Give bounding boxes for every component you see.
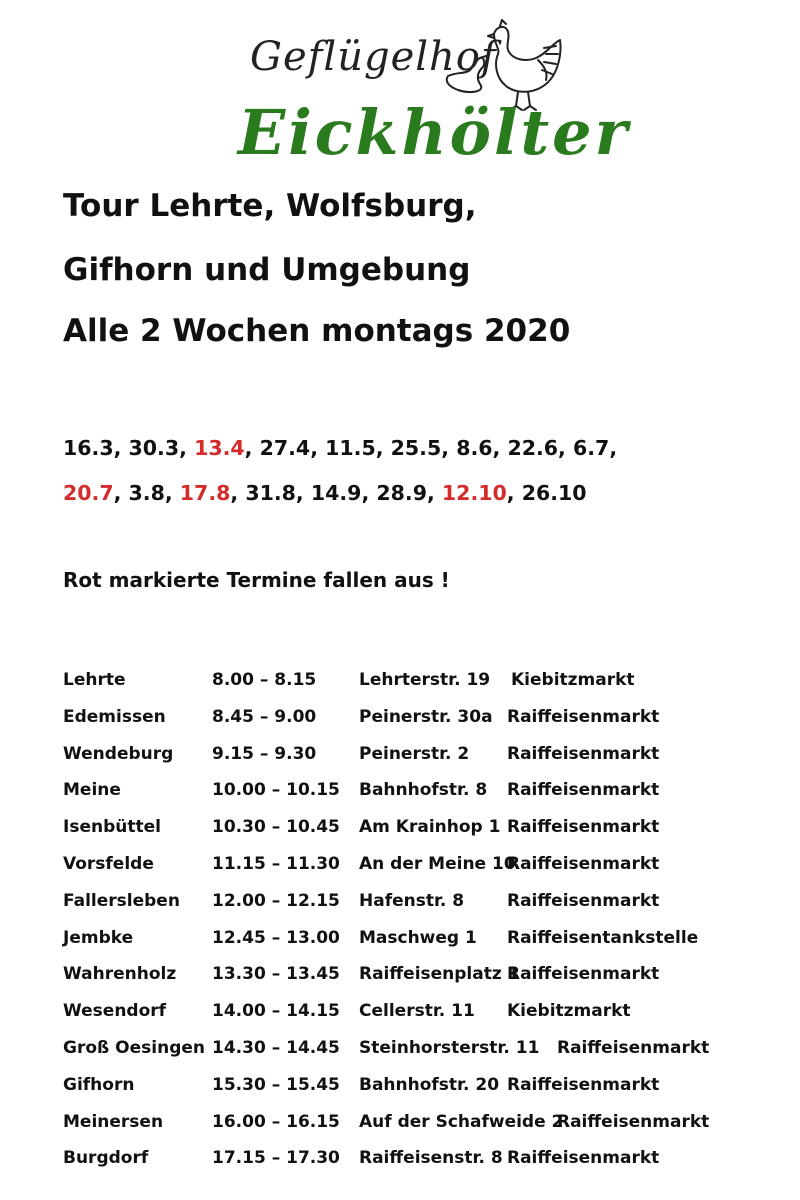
tour-date: 26.10: [521, 481, 587, 505]
stop-shop: Kiebitzmarkt: [507, 1001, 631, 1022]
stop-town: Meine: [63, 780, 121, 801]
stop-town: Wendeburg: [63, 743, 174, 764]
stop-shop: Raiffeisenmarkt: [507, 780, 660, 801]
cancelled-date: 12.10: [441, 481, 507, 505]
cancelled-date: 17.8: [179, 481, 231, 505]
stop-town: Fallersleben: [63, 890, 180, 911]
date-list-line-1: 16.3, 30.3, 13.4, 27.4, 11.5, 25.5, 8.6, 22.6, 6.7,: [63, 436, 618, 460]
stop-town: Gifhorn: [63, 1074, 135, 1095]
stop-shop: Raiffeisentankstelle: [507, 927, 699, 948]
stop-address: Auf der Schafweide 2: [359, 1111, 564, 1132]
tour-date: 16.3: [63, 436, 114, 460]
stop-town: Meinersen: [63, 1111, 164, 1132]
schedule-row: [63, 707, 763, 744]
schedule-row: [63, 1038, 763, 1075]
schedule-row: [63, 1112, 763, 1149]
tour-date: 30.3: [128, 436, 180, 460]
tour-date: 6.7: [572, 436, 610, 460]
tour-date: 27.4: [259, 436, 311, 460]
stop-time: 15.30 – 15.45: [212, 1074, 340, 1095]
schedule-row: [63, 1148, 763, 1185]
stop-time: 9.15 – 9.30: [212, 743, 317, 764]
stop-time: 12.00 – 12.15: [212, 890, 340, 911]
stop-shop: Raiffeisenmarkt: [507, 964, 660, 985]
stop-shop: Raiffeisenmarkt: [507, 1148, 660, 1169]
stop-town: Groß Oesingen: [63, 1037, 205, 1058]
stop-address: Lehrterstr. 19: [359, 670, 491, 690]
cancelled-date: 13.4: [194, 436, 245, 460]
schedule-row: [63, 817, 763, 854]
stop-address: Bahnhofstr. 20: [359, 1074, 500, 1095]
tour-date: 28.9: [376, 481, 427, 505]
tour-date: 22.6: [507, 436, 559, 460]
stop-shop: Raiffeisenmarkt: [507, 1074, 660, 1095]
stop-time: 10.30 – 10.45: [212, 817, 340, 838]
stop-time: 16.00 – 16.15: [212, 1111, 340, 1132]
stop-time: 14.30 – 14.45: [212, 1037, 340, 1058]
stop-shop: Raiffeisenmarkt: [507, 706, 660, 727]
schedule-row: [63, 928, 763, 965]
stop-address: Maschweg 1: [359, 927, 477, 948]
stop-address: Am Krainhop 1: [359, 817, 501, 838]
stop-time: 13.30 – 13.45: [212, 964, 340, 985]
stop-address: Cellerstr. 11: [359, 1001, 475, 1022]
stop-address: Steinhorsterstr. 11: [359, 1037, 540, 1058]
tour-region: Gifhorn und Umgebung: [63, 252, 471, 288]
schedule-row: [63, 854, 763, 891]
stop-time: 14.00 – 14.15: [212, 1001, 340, 1022]
stop-address: Hafenstr. 8: [359, 890, 465, 911]
stop-shop: Raiffeisenmarkt: [507, 817, 660, 838]
date-list-line-2: 20.7, 3.8, 17.8, 31.8, 14.9, 28.9, 12.10, 26.10: [63, 481, 587, 505]
schedule-row: [63, 891, 763, 928]
stop-address: Peinerstr. 2: [359, 743, 470, 764]
schedule-row: [63, 780, 763, 817]
logo-text-name: Eickhölter: [238, 96, 631, 169]
tour-title: Tour Lehrte, Wolfsburg,: [63, 188, 477, 224]
tour-date: 25.5: [390, 436, 442, 460]
tour-date: 8.6: [456, 436, 493, 460]
stop-town: Jembke: [63, 927, 134, 948]
stop-shop: Raiffeisenmarkt: [507, 853, 660, 874]
stop-time: 12.45 – 13.00: [212, 927, 340, 948]
schedule-row: [63, 670, 763, 707]
stop-address: An der Meine 10: [359, 853, 516, 874]
stop-address: Raiffeisenplatz 1: [359, 964, 520, 985]
schedule-row: [63, 1001, 763, 1038]
stop-town: Vorsfelde: [63, 853, 154, 874]
stop-time: 11.15 – 11.30: [212, 853, 340, 874]
stop-shop: Raiffeisenmarkt: [557, 1111, 710, 1132]
stop-town: Burgdorf: [63, 1148, 149, 1169]
stop-town: Wahrenholz: [63, 964, 177, 985]
stop-time: 8.45 – 9.00: [212, 706, 317, 727]
stop-shop: Raiffeisenmarkt: [557, 1037, 710, 1058]
company-logo: [236, 14, 631, 174]
stop-time: 8.00 – 8.15: [212, 670, 317, 690]
tour-frequency: Alle 2 Wochen montags 2020: [63, 313, 571, 349]
schedule-row: [63, 964, 763, 1001]
tour-date: 14.9: [310, 481, 362, 505]
stop-shop: Kiebitzmarkt: [511, 670, 635, 690]
schedule-row: [63, 744, 763, 781]
stop-shop: Raiffeisenmarkt: [507, 743, 660, 764]
stop-town: Lehrte: [63, 670, 126, 690]
tour-date: 31.8: [245, 481, 296, 505]
schedule-table: [63, 670, 763, 1185]
stop-town: Isenbüttel: [63, 817, 161, 838]
logo-text-farm: Geflügelhof: [250, 34, 497, 80]
cancelled-date: 20.7: [63, 481, 114, 505]
stop-town: Edemissen: [63, 706, 166, 727]
tour-date: 3.8: [128, 481, 165, 505]
tour-date: 11.5: [325, 436, 376, 460]
stop-town: Wesendorf: [63, 1001, 167, 1022]
cancellation-notice: Rot markierte Termine fallen aus !: [63, 568, 450, 592]
stop-address: Raiffeisenstr. 8: [359, 1148, 503, 1169]
schedule-row: [63, 1075, 763, 1112]
stop-address: Peinerstr. 30a: [359, 706, 493, 727]
stop-address: Bahnhofstr. 8: [359, 780, 488, 801]
stop-shop: Raiffeisenmarkt: [507, 890, 660, 911]
stop-time: 17.15 – 17.30: [212, 1148, 340, 1169]
stop-time: 10.00 – 10.15: [212, 780, 340, 801]
